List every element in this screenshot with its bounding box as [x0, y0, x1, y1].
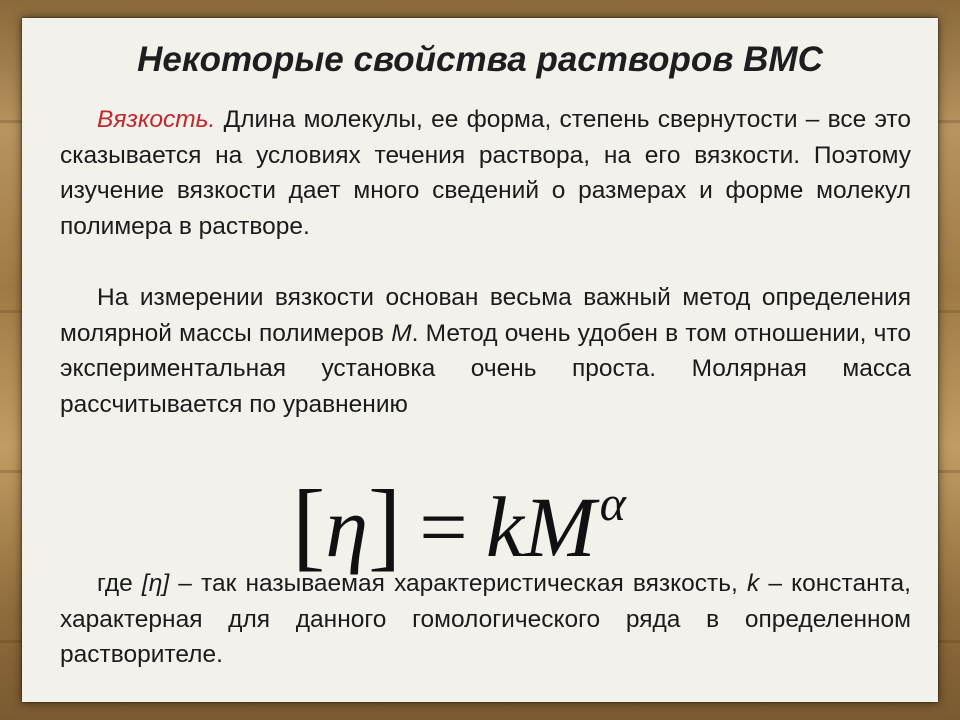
formula-equals: =	[419, 479, 468, 575]
paragraph-text: . Метод очень удобен в том отношении, что экспериментальная установка очень проста. Молярная масса рассчитывается по уравнению	[60, 319, 911, 418]
slide-title: Некоторые свойства растворов ВМС	[137, 40, 823, 79]
mark-houwink-formula	[292, 448, 626, 582]
viscosity-term: Вязкость.	[97, 106, 216, 133]
formula-eta: η	[325, 479, 368, 575]
formula-left-bracket: [	[292, 469, 326, 580]
slide-panel	[22, 18, 938, 702]
paragraph-definitions	[60, 566, 911, 673]
formula-kM: kM	[485, 479, 596, 575]
paragraph-text: Длина молекулы, ее форма, степень свернутости – все это сказывается на условиях течения раствора, на его вязкости. Поэтому изучение вязкости дает много сведений о размерах и форме молекул полимера в растворе.	[60, 106, 911, 240]
paragraph-text: где	[97, 570, 142, 597]
paragraph-text: На измерении вязкости основан весьма важный метод определения молярной массы полимеров	[60, 284, 911, 347]
intrinsic-viscosity-symbol: [η]	[141, 570, 170, 597]
constant-k-symbol: k	[746, 570, 760, 597]
paragraph-viscosity	[60, 102, 911, 244]
paragraph-molar-mass	[60, 280, 911, 422]
formula-right-bracket: ]	[367, 469, 402, 580]
formula-exponent: α	[599, 475, 626, 531]
paragraph-text: – так называемая характеристическая вязкость,	[169, 570, 747, 597]
paragraph-text: – константа, характерная для данного гомологического ряда в определенном растворителе.	[60, 570, 911, 668]
molar-mass-symbol: М	[391, 319, 412, 347]
